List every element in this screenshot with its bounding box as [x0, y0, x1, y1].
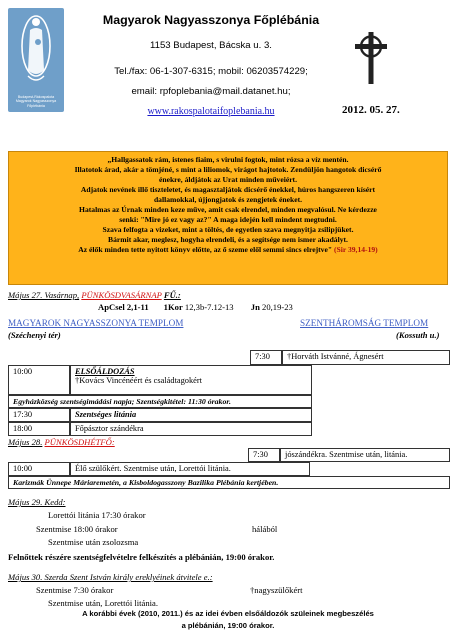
email-line: email: rpfoplebania@mail.datanet.hu; [131, 86, 291, 97]
parents-meeting-note: A korábbi évek (2010, 2011.) és az idei évben elsőáldozók szüleinek megbeszélés [82, 609, 374, 618]
logo-caption: Budapest-Rákospalota Magyarok Nagyasszonya Főplébánia [15, 94, 57, 108]
sunday-readings [98, 302, 293, 312]
wednesday-litany: Szentmise után, Lorettói litánia. [48, 598, 159, 608]
church-left-sub: (Széchenyi tér) [8, 330, 61, 340]
monday-date: Május 28. [8, 437, 43, 447]
quote-line: Hatalmas az Úrnak minden keze műve, amit csak elrendel, minden megvalósul. Ne kérdezze [79, 205, 377, 214]
table-cell-time: 10:00 [8, 365, 70, 395]
quote-line: Bármit akar, meglesz, hogyha elrendeli, és a segítsége nem ismer akadályt. [108, 235, 348, 244]
celtic-cross-icon [352, 30, 390, 86]
quote-line: énekre, áldjátok az Urat minden műveiért. [158, 175, 297, 184]
charism-feast-note: Karizmák Ünnepe Máriaremetén, a Kisboldogasszony Bazilika Plébánia kertjében. [8, 476, 450, 489]
table-cell-event [70, 365, 312, 395]
gospel: Jn 20,19-23 [250, 302, 293, 312]
quote-line: senki: "Mire jó ez vagy az?" A maga idején kell mindent megtudni. [119, 215, 337, 224]
adult-sacrament-note: Felnőttek részére szentségfelvételre felkészítés a plébánián, 19:00 órakor. [8, 552, 275, 562]
monday-feast: PÜNKÖSDHÉTFŐ: [44, 437, 115, 447]
table-cell-event: Szentséges litánia [70, 408, 312, 422]
wednesday-mass: Szentmise 7:30 órakor [36, 585, 114, 595]
tuesday-heading: Május 29. Kedd: [8, 497, 66, 507]
parents-meeting-time: a plébánián, 19:00 órakor. [181, 621, 275, 630]
table-cell-intention: †Horváth Istvánné, Ágnesért [282, 350, 450, 365]
quote-line: „Hallgassatok rám, istenes fiaim, s virulni fogtok, mint rózsa a víz mentén. [107, 155, 349, 164]
quote-line: Az élők minden tette nyitott könyv előtte, az ő szeme elől semmi sincs elrejtve" [78, 245, 333, 254]
sunday-suffix: FŰ.: [163, 290, 181, 300]
quote-reference: (Sir 39,14-19) [333, 245, 378, 254]
sunday-date: Május 27. Vasárnap, [8, 290, 80, 300]
tuesday-vespers: Szentmise után zsolozsma [48, 537, 139, 547]
parish-logo [8, 8, 64, 112]
parish-title: Magyarok Nagyasszonya Főplébánia [102, 13, 320, 27]
first-communion-intention: †Kovács Vincénéért és családtagokért [75, 376, 203, 385]
monday-heading [8, 437, 115, 447]
phone-line: Tel./fax: 06-1-307-6315; mobil: 06203574229; [114, 66, 308, 77]
church-right-sub: (Kossuth u.) [396, 330, 440, 340]
quote-line: Illatotok árad, akár a tömjéné, s mint a liliomok, virágot hajtotok. Zendüljön hangotok dicsérő [74, 165, 382, 174]
quote-line: Szava felfogta a vizeket, mint a töltés, de egyetlen szava megnyitja zsilipjüket. [102, 225, 354, 234]
sunday-feast: PÜNKÖSDVASÁRNAP [81, 290, 162, 300]
table-cell-event: Főpásztor szándékra [70, 422, 312, 436]
reading-2: 1Kor 12,3b-7.12-13 [163, 302, 234, 312]
church-left-name: MAGYAROK NAGYASSZONYA TEMPLOM [8, 318, 184, 328]
table-cell-time: 10:00 [8, 462, 70, 476]
quote-line-last [13, 245, 443, 255]
table-cell-time: 7:30 [248, 448, 280, 462]
first-communion-title: ELSŐÁLDOZÁS [75, 367, 135, 376]
wednesday-heading: Május 30. Szerda Szent István király ereklyéinek átvitele e.: [8, 572, 213, 582]
table-cell-time: 17:30 [8, 408, 70, 422]
tuesday-intention: hálából [252, 524, 278, 534]
quote-line: dallamokkal, újjongjatok és zengjetek éneket. [153, 195, 303, 204]
table-cell-time: 7:30 [250, 350, 282, 365]
table-cell-intention: Élő szülőkért. Szentmise után, Lorettói litánia. [70, 462, 310, 476]
church-right-name: SZENTHÁROMSÁG TEMPLOM [300, 318, 429, 328]
reading-1: ApCsel 2,1-11 [98, 302, 149, 312]
scripture-quote-box [8, 151, 448, 285]
tuesday-mass: Szentmise 18:00 órakor [36, 524, 118, 534]
table-cell-time: 18:00 [8, 422, 70, 436]
quote-line: Adjatok nevének illő tiszteletet, és magasztaljátok dicsérő énekkel, húros hangszeren kísért [80, 185, 376, 194]
tuesday-litany: Lorettói litánia 17:30 órakor [48, 510, 146, 520]
address: 1153 Budapest, Bácska u. 3. [150, 40, 272, 51]
wednesday-intention: †nagyszülőkért [250, 585, 303, 595]
website-link[interactable]: www.rakospalotaifoplebania.hu [147, 106, 275, 117]
table-cell-intention: jószándékra. Szentmise után, litánia. [280, 448, 450, 462]
bulletin-date: 2012. 05. 27. [342, 104, 400, 116]
adoration-note: Egyházközség szentségimádási napja; Szentségkitétel: 11:30 órakor. [8, 395, 312, 408]
sunday-heading [8, 290, 181, 300]
